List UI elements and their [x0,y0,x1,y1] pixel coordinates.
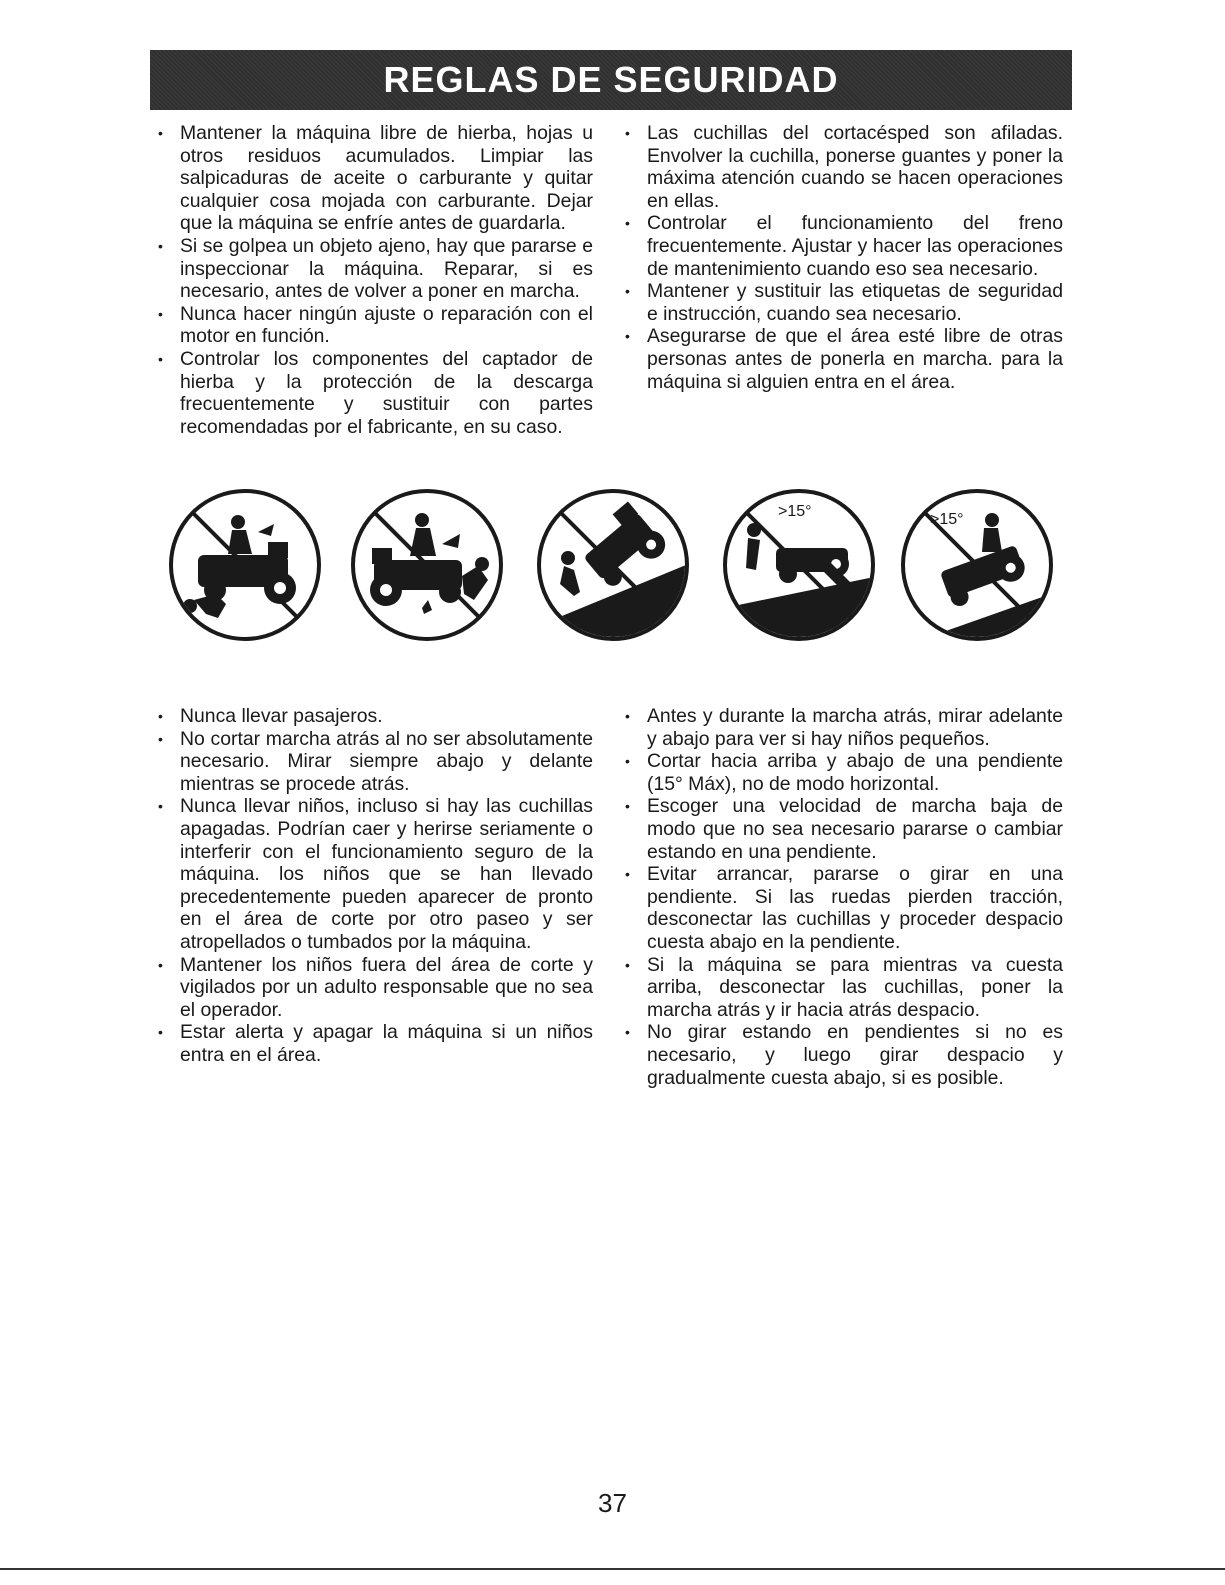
no-uphill-over-15-degrees-icon [714,480,884,650]
safety-pictogram-row [150,480,1070,670]
list-item: • Nunca hacer ningún ajuste o reparación con el motor en función. [156,303,593,348]
safety-rules-top-left [156,122,593,438]
list-item: • Mantener los niños fuera del área de corte y vigilados por un adulto responsable que no sea el operador. [156,954,593,1022]
list-item: • Controlar los componentes del captador de hierba y la protección de la descarga frecuentemente y sustituir con partes recomendadas por el fabricante, en su caso. [156,348,593,438]
no-downhill-over-15-degrees-icon [892,480,1062,650]
list-item: • Mantener y sustituir las etiquetas de seguridad e instrucción, cuando sea necesario. [623,280,1063,325]
list-item: • Nunca llevar pasajeros. [156,705,593,728]
safety-rules-top-right [623,122,1063,393]
page-number: 37 [598,1488,627,1518]
list-item: • Cortar hacia arriba y abajo de una pendiente (15° Máx), no de modo horizontal. [623,750,1063,795]
page-title: REGLAS DE SEGURIDAD [383,59,839,100]
safety-rules-bottom-left [156,705,593,1067]
list-item: • Evitar arrancar, pararse o girar en una pendiente. Si las ruedas pierden tracción, desconectar las cuchillas y proceder despacio cuesta abajo en la pendiente. [623,863,1063,953]
list-item: • No girar estando en pendientes si no es necesario, y luego girar despacio y gradualmente cuesta abajo, si es posible. [623,1021,1063,1089]
list-item: • Si la máquina se para mientras va cuesta arriba, desconectar las cuchillas, poner la marcha atrás y ir hacia atrás despacio. [623,954,1063,1022]
list-item: • Antes y durante la marcha atrás, mirar adelante y abajo para ver si hay niños pequeños. [623,705,1063,750]
list-item: • Controlar el funcionamiento del freno frecuentemente. Ajustar y hacer las operaciones de mantenimiento cuando eso sea necesario. [623,212,1063,280]
no-children-under-mower-icon [160,480,330,650]
bottom-divider [0,1568,1225,1570]
list-item: • Asegurarse de que el área esté libre de otras personas antes de ponerla en marcha. para la máquina si alguien entra en el área. [623,325,1063,393]
list-item: • Estar alerta y apagar la máquina si un niños entra en el área. [156,1021,593,1066]
list-item: • Mantener la máquina libre de hierba, hojas u otros residuos acumulados. Limpiar las salpicaduras de aceite o carburante y quitar cualquier cosa mojada con carburante. Dejar que la máquina se enfríe antes de guardarla. [156,122,593,235]
slope-limit-label: >15° [930,511,964,528]
list-item: • No cortar marcha atrás al no ser absolutamente necesario. Mirar siempre abajo y delante mientras se procede atrás. [156,728,593,796]
no-reverse-over-child-icon [342,480,512,650]
no-overturn-on-slope-icon [528,480,698,650]
list-item: • Si se golpea un objeto ajeno, hay que pararse e inspeccionar la máquina. Reparar, si es necesario, antes de volver a poner en marcha. [156,235,593,303]
section-title-banner [150,50,1072,110]
list-item: • Escoger una velocidad de marcha baja de modo que no sea necesario pararse o cambiar estando en una pendiente. [623,795,1063,863]
list-item: • Nunca llevar niños, incluso si hay las cuchillas apagadas. Podrían caer y herirse seriamente o interferir con el funcionamiento seguro de la máquina. los niños que se han llevado precedentemente pueden aparecer de pronto en el área de corte por otro paseo y ser atropellados o tumbados por la máquina. [156,795,593,953]
slope-limit-label: >15° [778,503,812,520]
safety-rules-bottom-right [623,705,1063,1089]
list-item: • Las cuchillas del cortacésped son afiladas. Envolver la cuchilla, ponerse guantes y poner la máxima atención cuando se hacen operaciones en ellas. [623,122,1063,212]
